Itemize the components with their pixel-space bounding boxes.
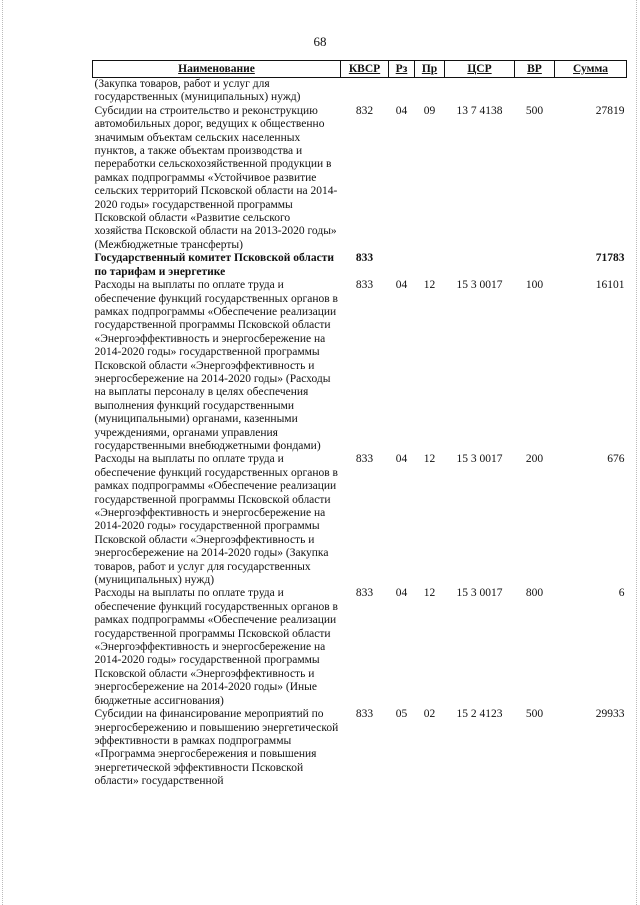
row-csr: 13 7 4138 <box>456 104 503 117</box>
row-sum: 27819 <box>595 104 625 117</box>
row-pr: 02 <box>423 708 436 721</box>
table-row <box>93 708 627 788</box>
row-csr: 15 3 0017 <box>456 279 503 292</box>
header-kvsr: КВСР <box>341 61 389 78</box>
row-rz: 05 <box>395 708 408 721</box>
header-csr: ЦСР <box>445 61 515 78</box>
page-number: 68 <box>313 34 327 49</box>
row-pr <box>415 252 445 279</box>
row-sum <box>555 78 627 105</box>
header-rz: Рз <box>389 61 415 78</box>
row-csr <box>445 252 515 279</box>
row-name: (Закупка товаров, работ и услуг для государственных (муниципальных) нужд) <box>94 78 301 104</box>
budget-table <box>92 60 627 789</box>
row-vr <box>515 252 555 279</box>
row-name: Субсидии на финансирование мероприятий по энергосбережению и повышению энергетической эффективности в рамках подпрограммы «Программа энергосбережения и повышения энергетической эффективности Псковской области» государственной <box>94 708 339 788</box>
row-kvsr: 832 <box>355 104 374 117</box>
row-vr <box>515 78 555 105</box>
row-pr: 12 <box>423 279 436 292</box>
row-sum: 6 <box>618 587 625 600</box>
header-vr: ВР <box>515 61 555 78</box>
row-vr: 800 <box>525 587 544 600</box>
row-rz: 04 <box>395 104 408 117</box>
row-kvsr: 833 <box>355 453 374 466</box>
row-rz: 04 <box>395 453 408 466</box>
row-kvsr <box>341 78 389 105</box>
row-name: Расходы на выплаты по оплате труда и обеспечение функций государственных органов в рамках подпрограммы «Обеспечение реализации государственной программы Псковской области «Энергоэффективность и энергосбережение на 2014-2020 годы» государственной программы Псковской области «Энергоэффективность и энергосбережение на 2014-2020 годы» (Закупка товаров, работ и услуг для государственных (муниципальных) нужд) <box>94 453 338 587</box>
scan-edge-left <box>2 0 4 905</box>
row-vr: 500 <box>525 104 544 117</box>
row-vr: 500 <box>525 708 544 721</box>
scan-edge-right <box>636 0 638 905</box>
table-row <box>93 453 627 587</box>
row-kvsr: 833 <box>355 279 374 292</box>
row-rz <box>389 78 415 105</box>
row-pr: 12 <box>423 587 436 600</box>
row-csr <box>445 78 515 105</box>
row-kvsr: 833 <box>355 708 374 721</box>
row-vr: 200 <box>525 453 544 466</box>
row-name: Расходы на выплаты по оплате труда и обеспечение функций государственных органов в рамках подпрограммы «Обеспечение реализации государственной программы Псковской области «Энергоэффективность и энергосбережение на 2014-2020 годы» государственной программы Псковской области «Энергоэффективность и энергосбережение на 2014-2020 годы» (Расходы на выплаты персоналу в целях обеспечения выполнения функций государственными (муниципальными) органами, казенными учреждениями, органами управления государственными внебюджетными фондами) <box>94 279 338 452</box>
row-rz <box>389 252 415 279</box>
row-pr: 09 <box>423 104 436 117</box>
row-pr <box>415 78 445 105</box>
row-name: Расходы на выплаты по оплате труда и обеспечение функций государственных органов в рамках подпрограммы «Обеспечение реализации государственной программы Псковской области «Энергоэффективность и энергосбережение на 2014-2020 годы» государственной программы Псковской области «Энергоэффективность и энергосбережение на 2014-2020 годы» (Иные бюджетные ассигнования) <box>94 587 338 707</box>
row-sum: 71783 <box>595 252 625 265</box>
row-rz: 04 <box>395 587 408 600</box>
row-name: Субсидии на строительство и реконструкцию автомобильных дорог, ведущих к общественно значимым объектам сельских населенных пунктов, а также объектам производства и переработки сельскохозяйственной продукции в рамках подпрограммы «Устойчивое развитие сельских территорий Псковской области на 2014-2020 годы» государственной программы Псковской области «Развитие сельского хозяйства Псковской области на 2013-2020 годы» (Межбюджетные трансферты) <box>94 104 338 251</box>
header-sum: Сумма <box>555 61 627 78</box>
row-sum: 29933 <box>595 708 625 721</box>
table-row-department <box>93 252 627 279</box>
row-sum: 676 <box>607 453 625 466</box>
row-csr: 15 2 4123 <box>456 708 503 721</box>
row-kvsr: 833 <box>355 252 374 265</box>
row-vr: 100 <box>525 279 544 292</box>
header-name: Наименование <box>93 61 341 78</box>
table-header-row <box>93 61 627 78</box>
row-pr: 12 <box>423 453 436 466</box>
table-row <box>93 279 627 453</box>
table-row <box>93 587 627 708</box>
row-name: Государственный комитет Псковской области по тарифам и энергетике <box>94 252 335 278</box>
table-row <box>93 78 627 105</box>
header-pr: Пр <box>415 61 445 78</box>
row-kvsr: 833 <box>355 587 374 600</box>
row-csr: 15 3 0017 <box>456 453 503 466</box>
table-row <box>93 105 627 252</box>
row-rz: 04 <box>395 279 408 292</box>
row-sum: 16101 <box>595 279 625 292</box>
row-csr: 15 3 0017 <box>456 587 503 600</box>
